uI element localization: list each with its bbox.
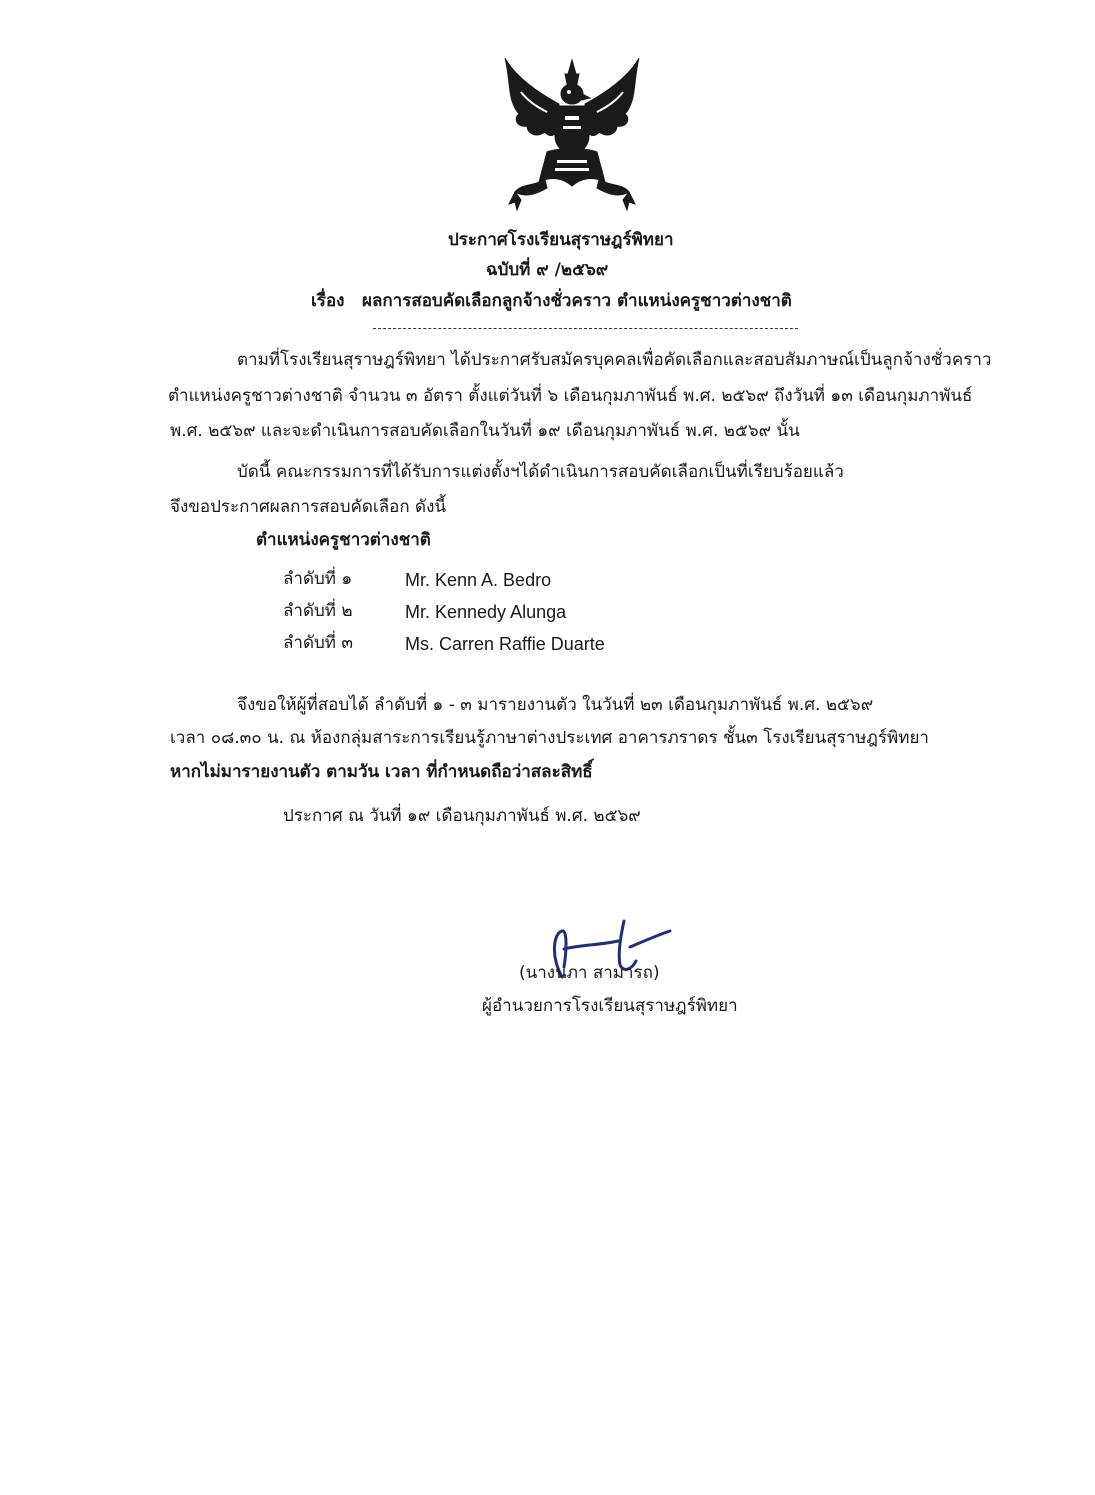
result-rank: ลำดับที่ ๑ (283, 569, 353, 589)
para3-line1: จึงขอให้ผู้ที่สอบได้ ลำดับที่ ๑ - ๓ มารายงานตัว ในวันที่ ๒๓ เดือนกุมภาพันธ์ พ.ศ. ๒๕๖๙ (237, 695, 874, 715)
position-heading: ตำแหน่งครูชาวต่างชาติ (256, 530, 431, 550)
result-name: Mr. Kennedy Alunga (405, 602, 567, 622)
result-name: Mr. Kenn A. Bedro (405, 570, 552, 590)
result-rank: ลำดับที่ ๓ (283, 633, 354, 653)
para3-line3: หากไม่มารายงานตัว ตามวัน เวลา ที่กำหนดถือว่าสละสิทธิ์ (170, 762, 593, 782)
para3-line2: เวลา ๐๘.๓๐ น. ณ ห้องกลุ่มสาระการเรียนรู้ภาษาต่างประเทศ อาคารภราดร ชั้น๓ โรงเรียนสุราษฎร์พิทยา (170, 728, 929, 748)
signatory-title: ผู้อำนวยการโรงเรียนสุราษฎร์พิทยา (482, 996, 738, 1016)
para1-line3: พ.ศ. ๒๕๖๙ และจะดำเนินการสอบคัดเลือกในวันที่ ๑๙ เดือนกุมภาพันธ์ พ.ศ. ๒๕๖๙ นั้น (170, 421, 800, 441)
subject-text: ผลการสอบคัดเลือกลูกจ้างชั่วคราว ตำแหน่งครูชาวต่างชาติ (362, 291, 792, 311)
para1-line2: ตำแหน่งครูชาวต่างชาติ จำนวน ๓ อัตรา ตั้งแต่วันที่ ๖ เดือนกุมภาพันธ์ พ.ศ. ๒๕๖๙ ถึงวันที่ ๑๓ เดือนกุมภาพันธ์ (168, 386, 973, 406)
dashed-divider (373, 328, 798, 329)
announcement-number: ฉบับที่ ๙ /๒๕๖๙ (486, 260, 609, 280)
signatory-name: (นางนภา สามารถ) (519, 963, 660, 983)
announce-date: ประกาศ ณ วันที่ ๑๙ เดือนกุมภาพันธ์ พ.ศ. ๒๕๖๙ (283, 806, 641, 826)
para2-line2: จึงขอประกาศผลการสอบคัดเลือก ดังนี้ (170, 497, 447, 517)
subject-label: เรื่อง (311, 291, 345, 311)
para1-line1: ตามที่โรงเรียนสุราษฎร์พิทยา ได้ประกาศรับสมัครบุคคลเพื่อคัดเลือกและสอบสัมภาษณ์เป็นลูกจ้างชั่วคราว (237, 350, 992, 370)
announcement-title: ประกาศโรงเรียนสุราษฎร์พิทยา (448, 230, 674, 250)
garuda-emblem-icon (497, 52, 647, 212)
result-rank: ลำดับที่ ๒ (283, 601, 353, 621)
result-name: Ms. Carren Raffie Duarte (405, 634, 605, 654)
para2-line1: บัดนี้ คณะกรรมการที่ได้รับการแต่งตั้งฯได้ดำเนินการสอบคัดเลือกเป็นที่เรียบร้อยแล้ว (237, 462, 844, 482)
